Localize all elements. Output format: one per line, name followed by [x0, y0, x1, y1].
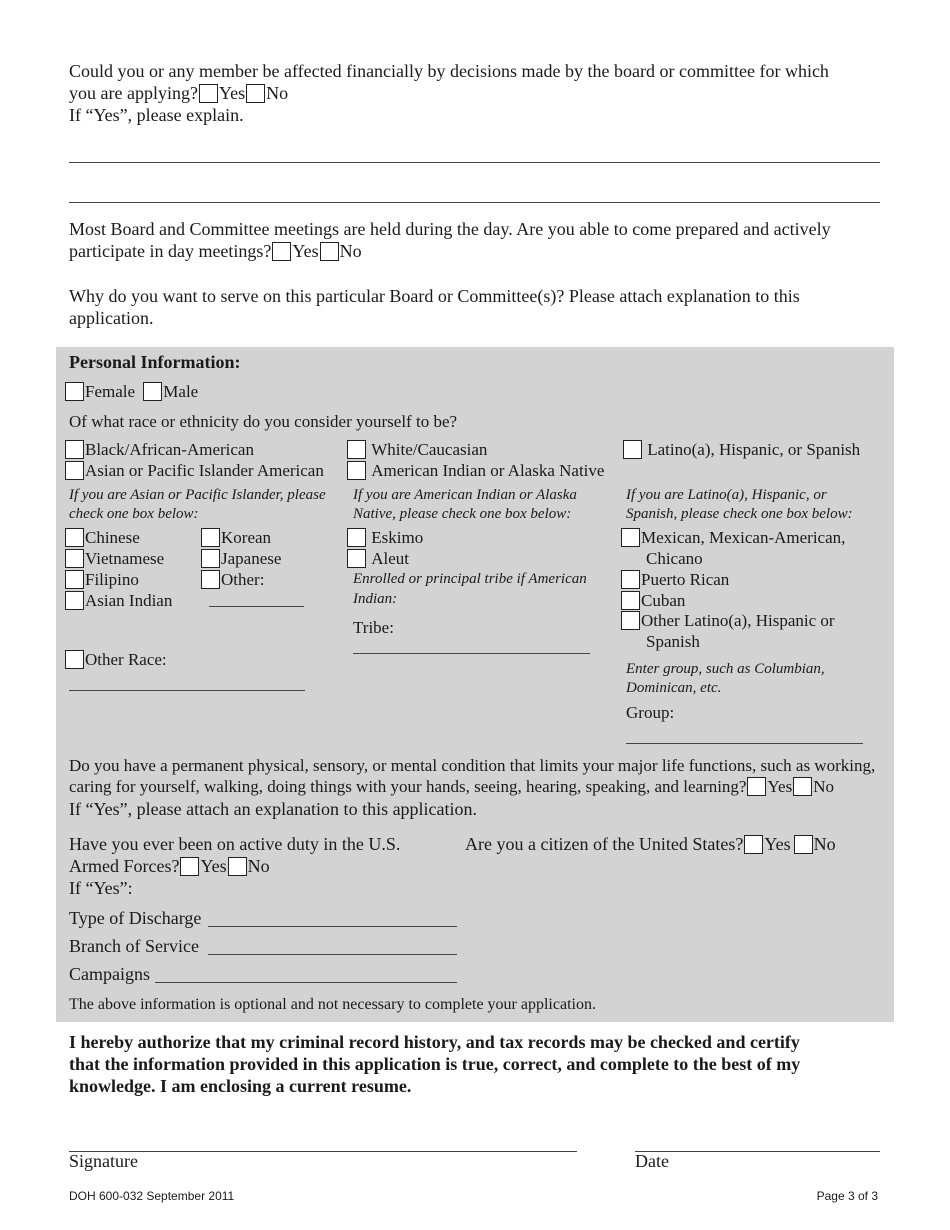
day-meetings-yes-checkbox[interactable] [272, 242, 291, 261]
financial-question-line2: you are applying? Yes No [69, 83, 289, 103]
asian-indian-checkbox[interactable] [65, 591, 84, 610]
race-white-checkbox[interactable] [347, 440, 366, 459]
american-indian-instruction-line2: Native, please check one box below: [353, 506, 572, 522]
race-black-option: Black/African-American [64, 440, 254, 460]
filipino-checkbox[interactable] [65, 570, 84, 589]
discharge-line[interactable] [208, 926, 457, 927]
asian-option-vietnamese: Vietnamese [64, 549, 164, 569]
native-option-eskimo: Eskimo [346, 528, 423, 548]
why-question-line2: application. [69, 308, 154, 328]
latino-option-mexican-line2: Chicano [646, 549, 703, 568]
gender-row: Female Male [64, 382, 198, 402]
citizen-yes-checkbox[interactable] [744, 835, 763, 854]
asian-option-other: Other: [200, 570, 264, 590]
latino-option-other-line2: Spanish [646, 632, 700, 651]
group-note-line2: Dominican, etc. [626, 680, 722, 696]
authorization-line3: knowledge. I am enclosing a current resume. [69, 1076, 412, 1096]
latino-option-other: Other Latino(a), Hispanic or [620, 611, 835, 631]
cuban-checkbox[interactable] [621, 591, 640, 610]
race-question: Of what race or ethnicity do you consider yourself to be? [69, 412, 458, 431]
tribe-note-line2: Indian: [353, 591, 398, 607]
puerto-rican-checkbox[interactable] [621, 570, 640, 589]
citizen-no-checkbox[interactable] [794, 835, 813, 854]
branch-label: Branch of Service [69, 936, 199, 956]
optional-note: The above information is optional and not necessary to complete your application. [69, 996, 596, 1013]
mexican-checkbox[interactable] [621, 528, 640, 547]
financial-explain-label: If “Yes”, please explain. [69, 105, 244, 125]
race-american-indian-checkbox[interactable] [347, 461, 366, 480]
latino-instruction-line2: Spanish, please check one box below: [626, 506, 853, 522]
military-question-line2: Armed Forces? Yes No [69, 856, 270, 876]
race-black-checkbox[interactable] [65, 440, 84, 459]
group-line[interactable] [626, 743, 863, 744]
asian-other-line[interactable] [209, 606, 304, 607]
financial-no-checkbox[interactable] [246, 84, 265, 103]
financial-explain-line-2[interactable] [69, 202, 880, 203]
american-indian-instruction-line1: If you are American Indian or Alaska [353, 487, 577, 503]
native-option-aleut: Aleut [346, 549, 409, 569]
tribe-line[interactable] [353, 653, 590, 654]
military-if-yes-label: If “Yes”: [69, 878, 133, 898]
group-label: Group: [626, 703, 675, 722]
authorization-line1: I hereby authorize that my criminal record history, and tax records may be checked and certify [69, 1032, 800, 1052]
asian-option-korean: Korean [200, 528, 271, 548]
authorization-line2: that the information provided in this application is true, correct, and complete to the best of my [69, 1054, 801, 1074]
asian-instruction-line1: If you are Asian or Pacific Islander, please [69, 487, 326, 503]
disability-question-line2: caring for yourself, walking, doing things with your hands, seeing, hearing, speaking, and learning? Yes No [69, 777, 835, 796]
why-question-line1: Why do you want to serve on this particular Board or Committee(s)? Please attach explanation to this [69, 286, 800, 306]
race-latino-checkbox[interactable] [623, 440, 642, 459]
form-id: DOH 600-032 September 2011 [69, 1189, 235, 1203]
other-race-option: Other Race: [64, 650, 167, 670]
male-checkbox[interactable] [143, 382, 162, 401]
discharge-label: Type of Discharge [69, 908, 202, 928]
disability-yes-checkbox[interactable] [747, 777, 766, 796]
asian-option-japanese: Japanese [200, 549, 281, 569]
race-asian-option: Asian or Pacific Islander American [64, 461, 324, 481]
japanese-checkbox[interactable] [201, 549, 220, 568]
signature-label: Signature [69, 1151, 138, 1171]
latino-option-cuban: Cuban [620, 591, 685, 611]
disability-question-line1: Do you have a permanent physical, sensory, or mental condition that limits your major life functions, such as working, [69, 756, 876, 775]
day-meetings-question-line2: participate in day meetings? Yes No [69, 241, 362, 261]
female-checkbox[interactable] [65, 382, 84, 401]
military-question-line1: Have you ever been on active duty in the U.S. [69, 834, 401, 854]
race-american-indian-option: American Indian or Alaska Native [346, 461, 604, 481]
personal-info-heading: Personal Information: [69, 352, 241, 372]
citizen-question: Are you a citizen of the United States? Yes No [465, 834, 836, 854]
eskimo-checkbox[interactable] [347, 528, 366, 547]
latino-option-mexican: Mexican, Mexican-American, [620, 528, 845, 548]
asian-instruction-line2: check one box below: [69, 506, 199, 522]
latino-option-puerto-rican: Puerto Rican [620, 570, 729, 590]
asian-option-chinese: Chinese [64, 528, 140, 548]
korean-checkbox[interactable] [201, 528, 220, 547]
financial-question-line1: Could you or any member be affected financially by decisions made by the board or committee for which [69, 61, 829, 81]
disability-attach-note: If “Yes”, please attach an explanation to this application. [69, 799, 478, 819]
race-latino-option: Latino(a), Hispanic, or Spanish [622, 440, 860, 460]
other-race-checkbox[interactable] [65, 650, 84, 669]
vietnamese-checkbox[interactable] [65, 549, 84, 568]
campaigns-line[interactable] [155, 982, 457, 983]
financial-yes-checkbox[interactable] [199, 84, 218, 103]
signature-line[interactable] [69, 1151, 577, 1152]
campaigns-label: Campaigns [69, 964, 150, 984]
tribe-label: Tribe: [353, 618, 394, 637]
asian-option-indian: Asian Indian [64, 591, 172, 611]
aleut-checkbox[interactable] [347, 549, 366, 568]
tribe-note-line1: Enrolled or principal tribe if American [353, 571, 587, 587]
day-meetings-no-checkbox[interactable] [320, 242, 339, 261]
race-white-option: White/Caucasian [346, 440, 487, 460]
date-label: Date [635, 1151, 669, 1171]
race-asian-checkbox[interactable] [65, 461, 84, 480]
latino-instruction-line1: If you are Latino(a), Hispanic, or [626, 487, 827, 503]
other-race-line[interactable] [69, 690, 305, 691]
page-number: Page 3 of 3 [816, 1189, 878, 1203]
chinese-checkbox[interactable] [65, 528, 84, 547]
asian-option-filipino: Filipino [64, 570, 139, 590]
financial-explain-line-1[interactable] [69, 162, 880, 163]
branch-line[interactable] [208, 954, 457, 955]
military-no-checkbox[interactable] [228, 857, 247, 876]
date-line[interactable] [635, 1151, 880, 1152]
day-meetings-question-line1: Most Board and Committee meetings are held during the day. Are you able to come prepared and actively [69, 219, 831, 239]
asian-other-checkbox[interactable] [201, 570, 220, 589]
latino-other-checkbox[interactable] [621, 611, 640, 630]
group-note-line1: Enter group, such as Columbian, [626, 661, 825, 677]
military-yes-checkbox[interactable] [180, 857, 199, 876]
disability-no-checkbox[interactable] [793, 777, 812, 796]
